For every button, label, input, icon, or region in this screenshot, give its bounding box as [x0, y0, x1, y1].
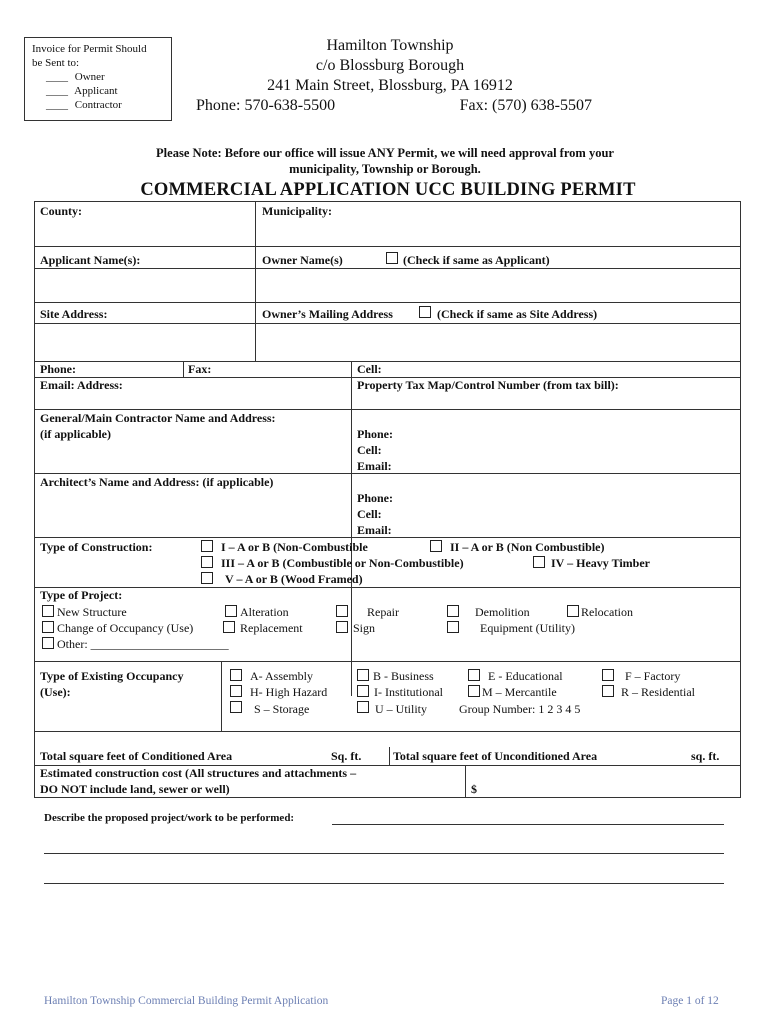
invoice-title-line2: be Sent to:: [32, 57, 80, 69]
contractor-phone-field[interactable]: Phone:: [357, 427, 393, 441]
county-field[interactable]: County:: [40, 204, 83, 218]
same-as-site-checkbox[interactable]: [419, 306, 431, 318]
cell-field[interactable]: Cell:: [357, 362, 382, 376]
project-new-structure-label: New Structure: [57, 605, 127, 619]
unconditioned-sqft-unit: sq. ft.: [691, 749, 720, 763]
construction-type-label: Type of Construction:: [40, 540, 153, 554]
permit-form: [34, 201, 741, 798]
project-other-checkbox[interactable]: [42, 637, 54, 649]
construction-type-5-label: V – A or B (Wood Framed): [225, 572, 363, 586]
fax-number: Fax: (570) 638-5507: [459, 97, 592, 114]
same-as-applicant-checkbox[interactable]: [386, 252, 398, 264]
architect-phone-field[interactable]: Phone:: [357, 491, 393, 505]
project-sign-checkbox[interactable]: [336, 621, 348, 633]
project-description-line-2[interactable]: [44, 853, 724, 854]
occupancy-utility-label: U – Utility: [375, 702, 428, 716]
occupancy-high-hazard-checkbox[interactable]: [230, 685, 242, 697]
fax-field[interactable]: Fax:: [188, 362, 212, 376]
same-as-applicant-label: (Check if same as Applicant): [403, 253, 550, 267]
occupancy-utility-checkbox[interactable]: [357, 701, 369, 713]
project-change-occupancy-label: Change of Occupancy (Use): [57, 621, 194, 635]
street-address: 241 Main Street, Blossburg, PA 16912: [267, 77, 513, 94]
owner-name-field[interactable]: Owner Name(s): [262, 253, 343, 267]
architect-cell-field[interactable]: Cell:: [357, 507, 382, 521]
project-description-line-3[interactable]: [44, 883, 724, 884]
project-replacement-label: Replacement: [240, 621, 303, 635]
invoice-recipient-box: [24, 37, 172, 121]
unconditioned-area-field[interactable]: Total square feet of Unconditioned Area: [393, 749, 598, 763]
group-number-options[interactable]: Group Number: 1 2 3 4 5: [459, 702, 581, 716]
note-line1: Please Note: Before our office will issue ANY Permit, we will need approval from your: [156, 146, 614, 160]
invoice-option-owner[interactable]: ____ Owner: [46, 71, 105, 83]
occupancy-factory-label: F – Factory: [625, 669, 681, 683]
project-sign-label: Sign: [353, 621, 376, 635]
phone-number: Phone: 570-638-5500: [196, 97, 336, 114]
occupancy-high-hazard-label: H- High Hazard: [250, 685, 328, 699]
occupancy-storage-label: S – Storage: [254, 702, 310, 716]
footer-document-title: Hamilton Township Commercial Building Permit Application: [44, 995, 329, 1007]
occupancy-educational-label: E - Educational: [488, 669, 563, 683]
occupancy-residential-label: R – Residential: [621, 685, 695, 699]
construction-type-5-checkbox[interactable]: [201, 572, 213, 584]
tax-map-field[interactable]: Property Tax Map/Control Number (from tax bill):: [357, 378, 619, 392]
occupancy-institutional-label: I- Institutional: [374, 685, 443, 699]
occupancy-mercantile-label: M – Mercantile: [482, 685, 557, 699]
occupancy-storage-checkbox[interactable]: [230, 701, 242, 713]
site-address-field[interactable]: Site Address:: [40, 307, 108, 321]
contractor-email-field[interactable]: Email:: [357, 459, 392, 473]
phone-field[interactable]: Phone:: [40, 362, 76, 376]
form-title: COMMERCIAL APPLICATION UCC BUILDING PERMIT: [140, 180, 636, 200]
estimated-cost-note: DO NOT include land, sewer or well): [40, 782, 230, 796]
estimated-cost-label: Estimated construction cost (All structures and attachments –: [40, 766, 357, 780]
construction-type-4-checkbox[interactable]: [533, 556, 545, 568]
project-alteration-label: Alteration: [240, 605, 289, 619]
construction-type-3-checkbox[interactable]: [201, 556, 213, 568]
construction-type-1-label: I – A or B (Non-Combustible: [221, 540, 368, 554]
invoice-title-line1: Invoice for Permit Should: [32, 43, 147, 55]
construction-type-2-label: II – A or B (Non Combustible): [450, 540, 605, 554]
occupancy-residential-checkbox[interactable]: [602, 685, 614, 697]
project-alteration-checkbox[interactable]: [225, 605, 237, 617]
construction-type-2-checkbox[interactable]: [430, 540, 442, 552]
letterhead: [180, 36, 600, 116]
care-of: c/o Blossburg Borough: [315, 57, 465, 74]
contractor-note: (if applicable): [40, 427, 111, 441]
municipality-field[interactable]: Municipality:: [262, 204, 333, 218]
project-equipment-checkbox[interactable]: [447, 621, 459, 633]
invoice-option-applicant[interactable]: ____ Applicant: [46, 85, 118, 97]
occupancy-assembly-checkbox[interactable]: [230, 669, 242, 681]
project-demolition-checkbox[interactable]: [447, 605, 459, 617]
email-field[interactable]: Email: Address:: [40, 378, 123, 392]
project-description-label: Describe the proposed project/work to be performed:: [44, 812, 295, 824]
architect-field[interactable]: Architect’s Name and Address: (if applicable): [40, 475, 274, 489]
project-relocation-checkbox[interactable]: [567, 605, 579, 617]
project-type-label: Type of Project:: [40, 588, 123, 602]
estimated-cost-field[interactable]: $: [471, 782, 477, 796]
project-new-structure-checkbox[interactable]: [42, 605, 54, 617]
construction-type-3-label: III – A or B (Combustible or Non-Combustible): [221, 556, 464, 570]
org-name: Hamilton Township: [326, 37, 454, 54]
conditioned-sqft-unit: Sq. ft.: [331, 749, 362, 763]
occupancy-educational-checkbox[interactable]: [468, 669, 480, 681]
project-description-line-1[interactable]: [332, 824, 724, 825]
contractor-field[interactable]: General/Main Contractor Name and Address:: [40, 411, 276, 425]
occupancy-mercantile-checkbox[interactable]: [468, 685, 480, 697]
occupancy-business-checkbox[interactable]: [357, 669, 369, 681]
occupancy-business-label: B - Business: [373, 669, 434, 683]
project-repair-checkbox[interactable]: [336, 605, 348, 617]
same-as-site-label: (Check if same as Site Address): [437, 307, 598, 321]
project-other-field[interactable]: Other: _______________________: [57, 637, 229, 651]
occupancy-label-use: (Use):: [40, 685, 71, 699]
occupancy-institutional-checkbox[interactable]: [357, 685, 369, 697]
project-equipment-label: Equipment (Utility): [480, 621, 575, 635]
invoice-option-contractor[interactable]: ____ Contractor: [46, 99, 122, 111]
architect-email-field[interactable]: Email:: [357, 523, 392, 537]
note-line2: municipality, Township or Borough.: [289, 162, 481, 176]
project-repair-label: Repair: [367, 605, 399, 619]
occupancy-assembly-label: A- Assembly: [250, 669, 313, 683]
project-change-occupancy-checkbox[interactable]: [42, 621, 54, 633]
conditioned-area-field[interactable]: Total square feet of Conditioned Area: [40, 749, 233, 763]
applicant-name-field[interactable]: Applicant Name(s):: [40, 253, 141, 267]
footer-page-number: Page 1 of 12: [661, 995, 719, 1007]
project-demolition-label: Demolition: [475, 605, 530, 619]
construction-type-4-label: IV – Heavy Timber: [551, 556, 651, 570]
approval-note: [80, 145, 690, 177]
occupancy-label: Type of Existing Occupancy: [40, 669, 184, 683]
project-relocation-label: Relocation: [581, 605, 633, 619]
owner-mailing-field[interactable]: Owner’s Mailing Address: [262, 307, 393, 321]
construction-type-1-checkbox[interactable]: [201, 540, 213, 552]
project-replacement-checkbox[interactable]: [223, 621, 235, 633]
contractor-cell-field[interactable]: Cell:: [357, 443, 382, 457]
occupancy-factory-checkbox[interactable]: [602, 669, 614, 681]
